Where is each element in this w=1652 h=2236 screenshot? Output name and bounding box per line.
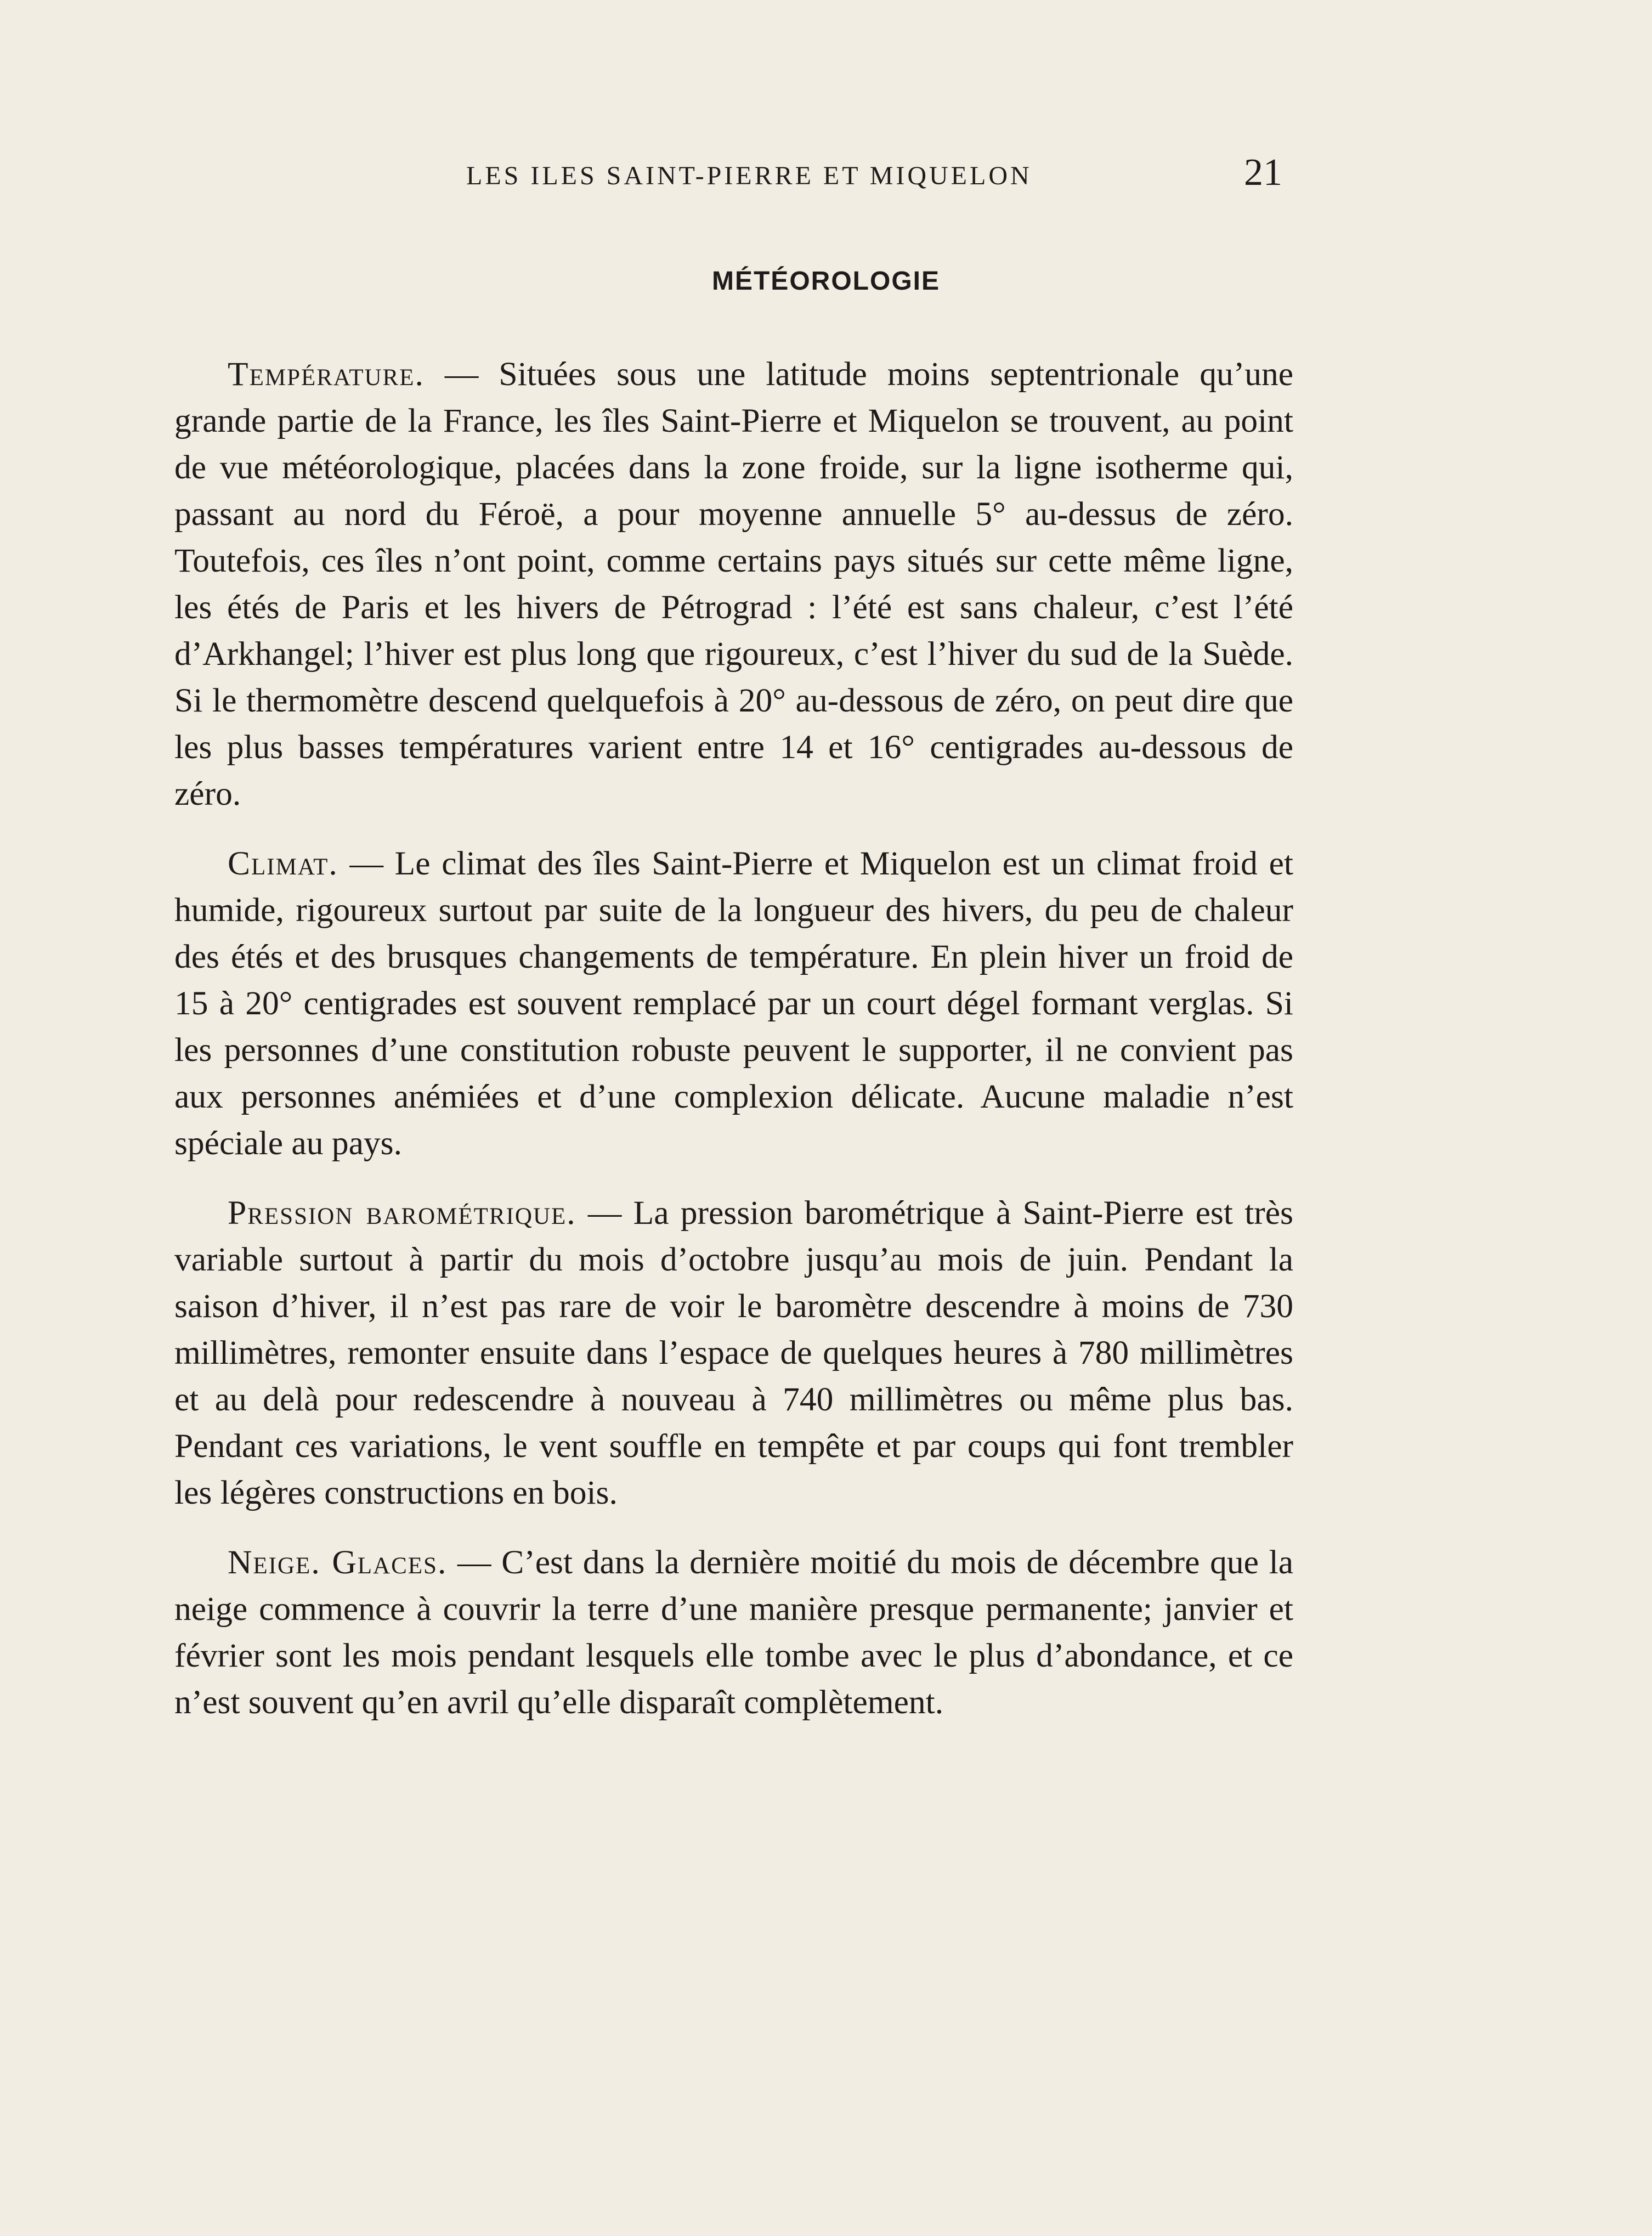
paragraph-lead: Pression barométrique. — [228, 1194, 576, 1232]
paragraph-pression — [174, 1190, 1293, 1516]
paragraph-text: — Situées sous une latitude moins septentrionale qu’une grande partie de la France, les îles Saint-Pierre et Miquelon se trouvent, au point de vue météorologique, placées dans la zone froide, sur la ligne isotherme qui, passant au nord du Féroë, a pour moyenne annuelle 5° au-dessus de zéro. Toutefois, ces îles n’ont point, comme certains pays situés sur cette même ligne, les étés de Paris et les hivers de Pétrograd : l’été est sans chaleur, c’est l’été d’Arkhangel; l’hiver est plus long que rigoureux, c’est l’hiver du sud de la Suède. Si le thermomètre descend quelquefois à 20° au-dessous de zéro, on peut dire que les plus basses températures varient entre 14 et 16° centigrades au-dessous de zéro. — [174, 355, 1293, 812]
body-text — [174, 351, 1293, 1749]
paragraph-neige — [174, 1539, 1293, 1726]
running-header — [0, 151, 1652, 200]
page-number: 21 — [1244, 151, 1282, 194]
section-title: MÉTÉOROLOGIE — [711, 267, 940, 296]
paragraph-lead: Neige. Glaces. — [228, 1544, 448, 1581]
paragraph-climat — [174, 840, 1293, 1167]
paragraph-text: — C’est dans la dernière moitié du mois de décembre que la neige commence à couvrir la terre d’une manière presque permanente; janvier et février sont les mois pendant lesquels elle tombe avec le plus d’abondance, et ce n’est souvent qu’en avril qu’elle disparaît complètement. — [174, 1544, 1293, 1721]
paragraph-temperature — [174, 351, 1293, 817]
paragraph-lead: Température. — [228, 355, 425, 393]
paragraph-lead: Climat. — [228, 845, 338, 882]
paragraph-text: — La pression barométrique à Saint-Pierre est très variable surtout à partir du mois d’octobre jusqu’au mois de juin. Pendant la saison d’hiver, il n’est pas rare de voir le baromètre descendre à moins de 730 millimètres, remonter ensuite dans l’espace de quelques heures à 780 millimètres et au delà pour redescendre à nouveau à 740 millimètres ou même plus bas. Pendant ces variations, le vent souffle en tempête et par coups qui font trembler les légères constructions en bois. — [174, 1194, 1293, 1511]
running-title: LES ILES SAINT-PIERRE ET MIQUELON — [466, 161, 1032, 190]
paragraph-text: — Le climat des îles Saint-Pierre et Miquelon est un climat froid et humide, rigoureux surtout par suite de la longueur des hivers, du peu de chaleur des étés et des brusques changements de température. En plein hiver un froid de 15 à 20° centigrades est souvent remplacé par un court dégel formant verglas. Si les personnes d’une constitution robuste peuvent le supporter, il ne convient pas aux personnes anémiées et d’une complexion délicate. Aucune maladie n’est spéciale au pays. — [174, 845, 1293, 1162]
